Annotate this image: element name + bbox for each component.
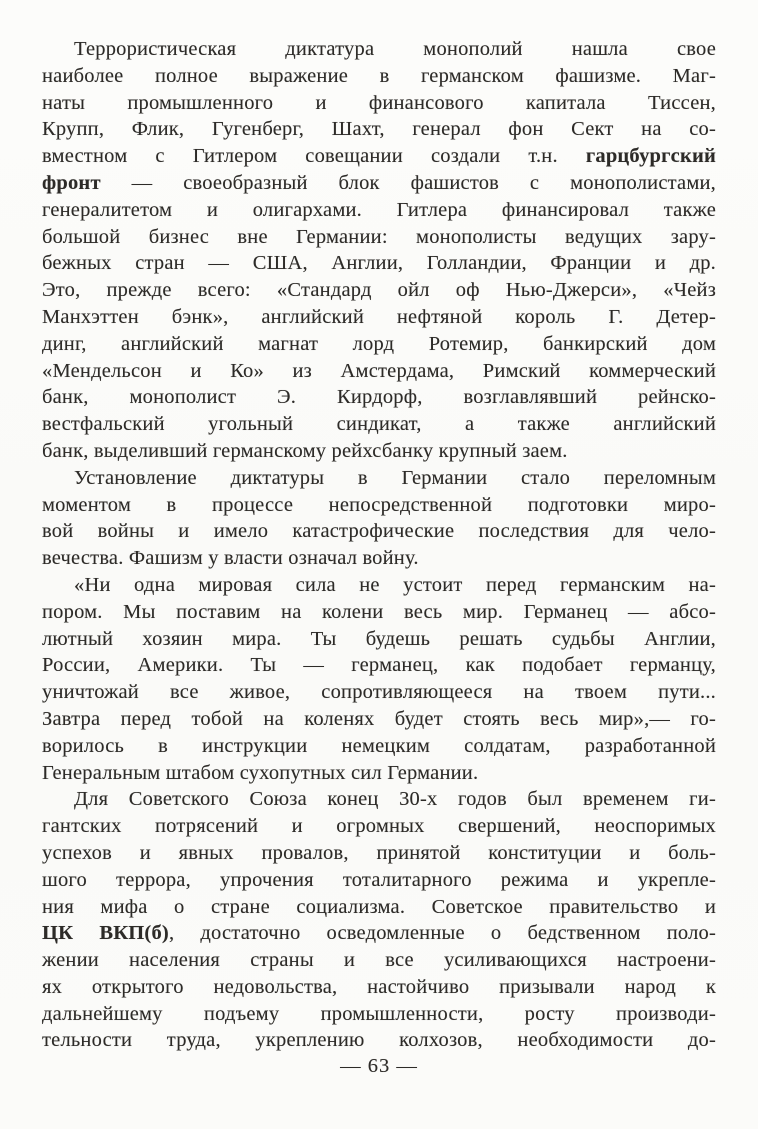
text-line xyxy=(42,1001,716,1028)
text-segment: моментом в процессе непосредственной подготовки миро- xyxy=(42,493,716,516)
text-line xyxy=(42,840,716,867)
text-line xyxy=(42,438,716,465)
text-line xyxy=(42,760,716,787)
text-segment: успехов и явных провалов, принятой конституции и боль- xyxy=(42,841,716,864)
text-line xyxy=(42,250,716,277)
text-segment: большой бизнес вне Германии: монополисты ведущих зару- xyxy=(42,225,716,248)
text-segment: шого террора, упрочения тоталитарного режима и укрепле- xyxy=(42,868,716,891)
text-line xyxy=(42,116,716,143)
text-segment: Крупп, Флик, Гугенберг, Шахт, генерал фон Сект на со- xyxy=(42,118,716,141)
text-segment: Манхэттен бэнк», английский нефтяной король Г. Детер- xyxy=(42,305,716,328)
text-segment: Установление диктатуры в Германии стало переломным xyxy=(74,466,716,489)
text-segment: Генеральным штабом сухопутных сил Германии. xyxy=(42,761,479,784)
text-block xyxy=(42,36,716,1054)
text-line xyxy=(42,36,716,63)
bold-term: гарцбургский xyxy=(585,145,716,168)
text-line xyxy=(42,813,716,840)
text-line xyxy=(42,465,716,492)
text-line xyxy=(42,170,716,197)
text-line xyxy=(42,652,716,679)
bold-term: фронт xyxy=(42,171,101,194)
text-line xyxy=(42,733,716,760)
text-line xyxy=(42,867,716,894)
text-line xyxy=(42,90,716,117)
text-segment: жении населения страны и все усиливающихся настроени- xyxy=(42,949,716,972)
text-segment: «Мендельсон и Ко» из Амстердама, Римский коммерческий xyxy=(42,359,716,382)
text-segment: пором. Мы поставим на колени весь мир. Германец — абсо- xyxy=(42,600,716,623)
text-segment: наты промышленного и финансового капитала Тиссен, xyxy=(42,91,716,114)
text-segment: ях открытого недовольства, настойчиво призывали народ к xyxy=(42,975,716,998)
text-line xyxy=(42,545,716,572)
text-line xyxy=(42,786,716,813)
text-segment: лютный хозяин мира. Ты будешь решать судьбы Англии, xyxy=(42,627,716,650)
text-segment: генералитетом и олигархами. Гитлера финансировал также xyxy=(42,198,716,221)
text-line xyxy=(42,1027,716,1054)
text-line xyxy=(42,277,716,304)
text-line xyxy=(42,947,716,974)
text-line xyxy=(42,599,716,626)
text-line xyxy=(42,974,716,1001)
text-line xyxy=(42,706,716,733)
text-segment: банк, монополист Э. Кирдорф, возглавлявший рейнско- xyxy=(42,386,716,409)
text-line xyxy=(42,492,716,519)
text-segment: дальнейшему подъему промышленности, росту производи- xyxy=(42,1002,716,1025)
text-line xyxy=(42,572,716,599)
text-segment: вой войны и имело катастрофические последствия для чело- xyxy=(42,520,716,543)
text-line xyxy=(42,331,716,358)
text-line xyxy=(42,518,716,545)
text-line xyxy=(42,626,716,653)
text-line xyxy=(42,197,716,224)
text-line xyxy=(42,411,716,438)
text-line xyxy=(42,920,716,947)
text-segment: динг, английский магнат лорд Ротемир, банкирский дом xyxy=(42,332,716,355)
text-segment: Террористическая диктатура монополий нашла свое xyxy=(74,38,716,60)
text-line xyxy=(42,143,716,170)
text-segment: Завтра перед тобой на коленях будет стоять весь мир»,— го- xyxy=(42,707,716,730)
text-segment: вместном с Гитлером совещании создали т.н. xyxy=(42,145,586,168)
text-segment: банк, выделивший германскому рейхсбанку крупный заем. xyxy=(42,439,568,462)
text-segment: тельности труда, укреплению колхозов, необходимости до- xyxy=(42,1029,716,1052)
text-segment: наиболее полное выражение в германском фашизме. Маг- xyxy=(42,64,716,87)
text-segment: России, Америки. Ты — германец, как подобает германцу, xyxy=(42,654,716,677)
text-line xyxy=(42,358,716,385)
text-segment: гантских потрясений и огромных свершений, неоспоримых xyxy=(42,815,716,838)
bold-term: ЦК ВКП(б) xyxy=(42,922,169,945)
text-segment: вестфальский угольный синдикат, а также английский xyxy=(42,413,716,436)
text-segment: ния мифа о стране социализма. Советское правительство и xyxy=(42,895,716,918)
text-segment: вечества. Фашизм у власти означал войну. xyxy=(42,547,419,570)
text-segment: , достаточно осведомленные о бедственном поло- xyxy=(168,922,716,945)
text-segment: — своеобразный блок фашистов с монополистами, xyxy=(100,171,716,194)
text-line xyxy=(42,894,716,921)
text-line xyxy=(42,384,716,411)
text-segment: ворилось в инструкции немецким солдатам, разработанной xyxy=(42,734,716,757)
text-segment: Это, прежде всего: «Стандард ойл оф Нью-Джерси», «Чейз xyxy=(42,279,716,302)
text-line xyxy=(42,304,716,331)
page-number: — 63 — xyxy=(340,1055,418,1077)
text-line xyxy=(42,224,716,251)
text-segment: уничтожай все живое, сопротивляющееся на твоем пути... xyxy=(42,681,716,704)
text-segment: Для Советского Союза конец 30-х годов был временем ги- xyxy=(74,788,716,811)
text-segment: «Ни одна мировая сила не устоит перед германским на- xyxy=(74,573,716,596)
text-line xyxy=(42,63,716,90)
text-line xyxy=(42,679,716,706)
text-segment: бежных стран — США, Англии, Голландии, Франции и др. xyxy=(42,252,716,275)
